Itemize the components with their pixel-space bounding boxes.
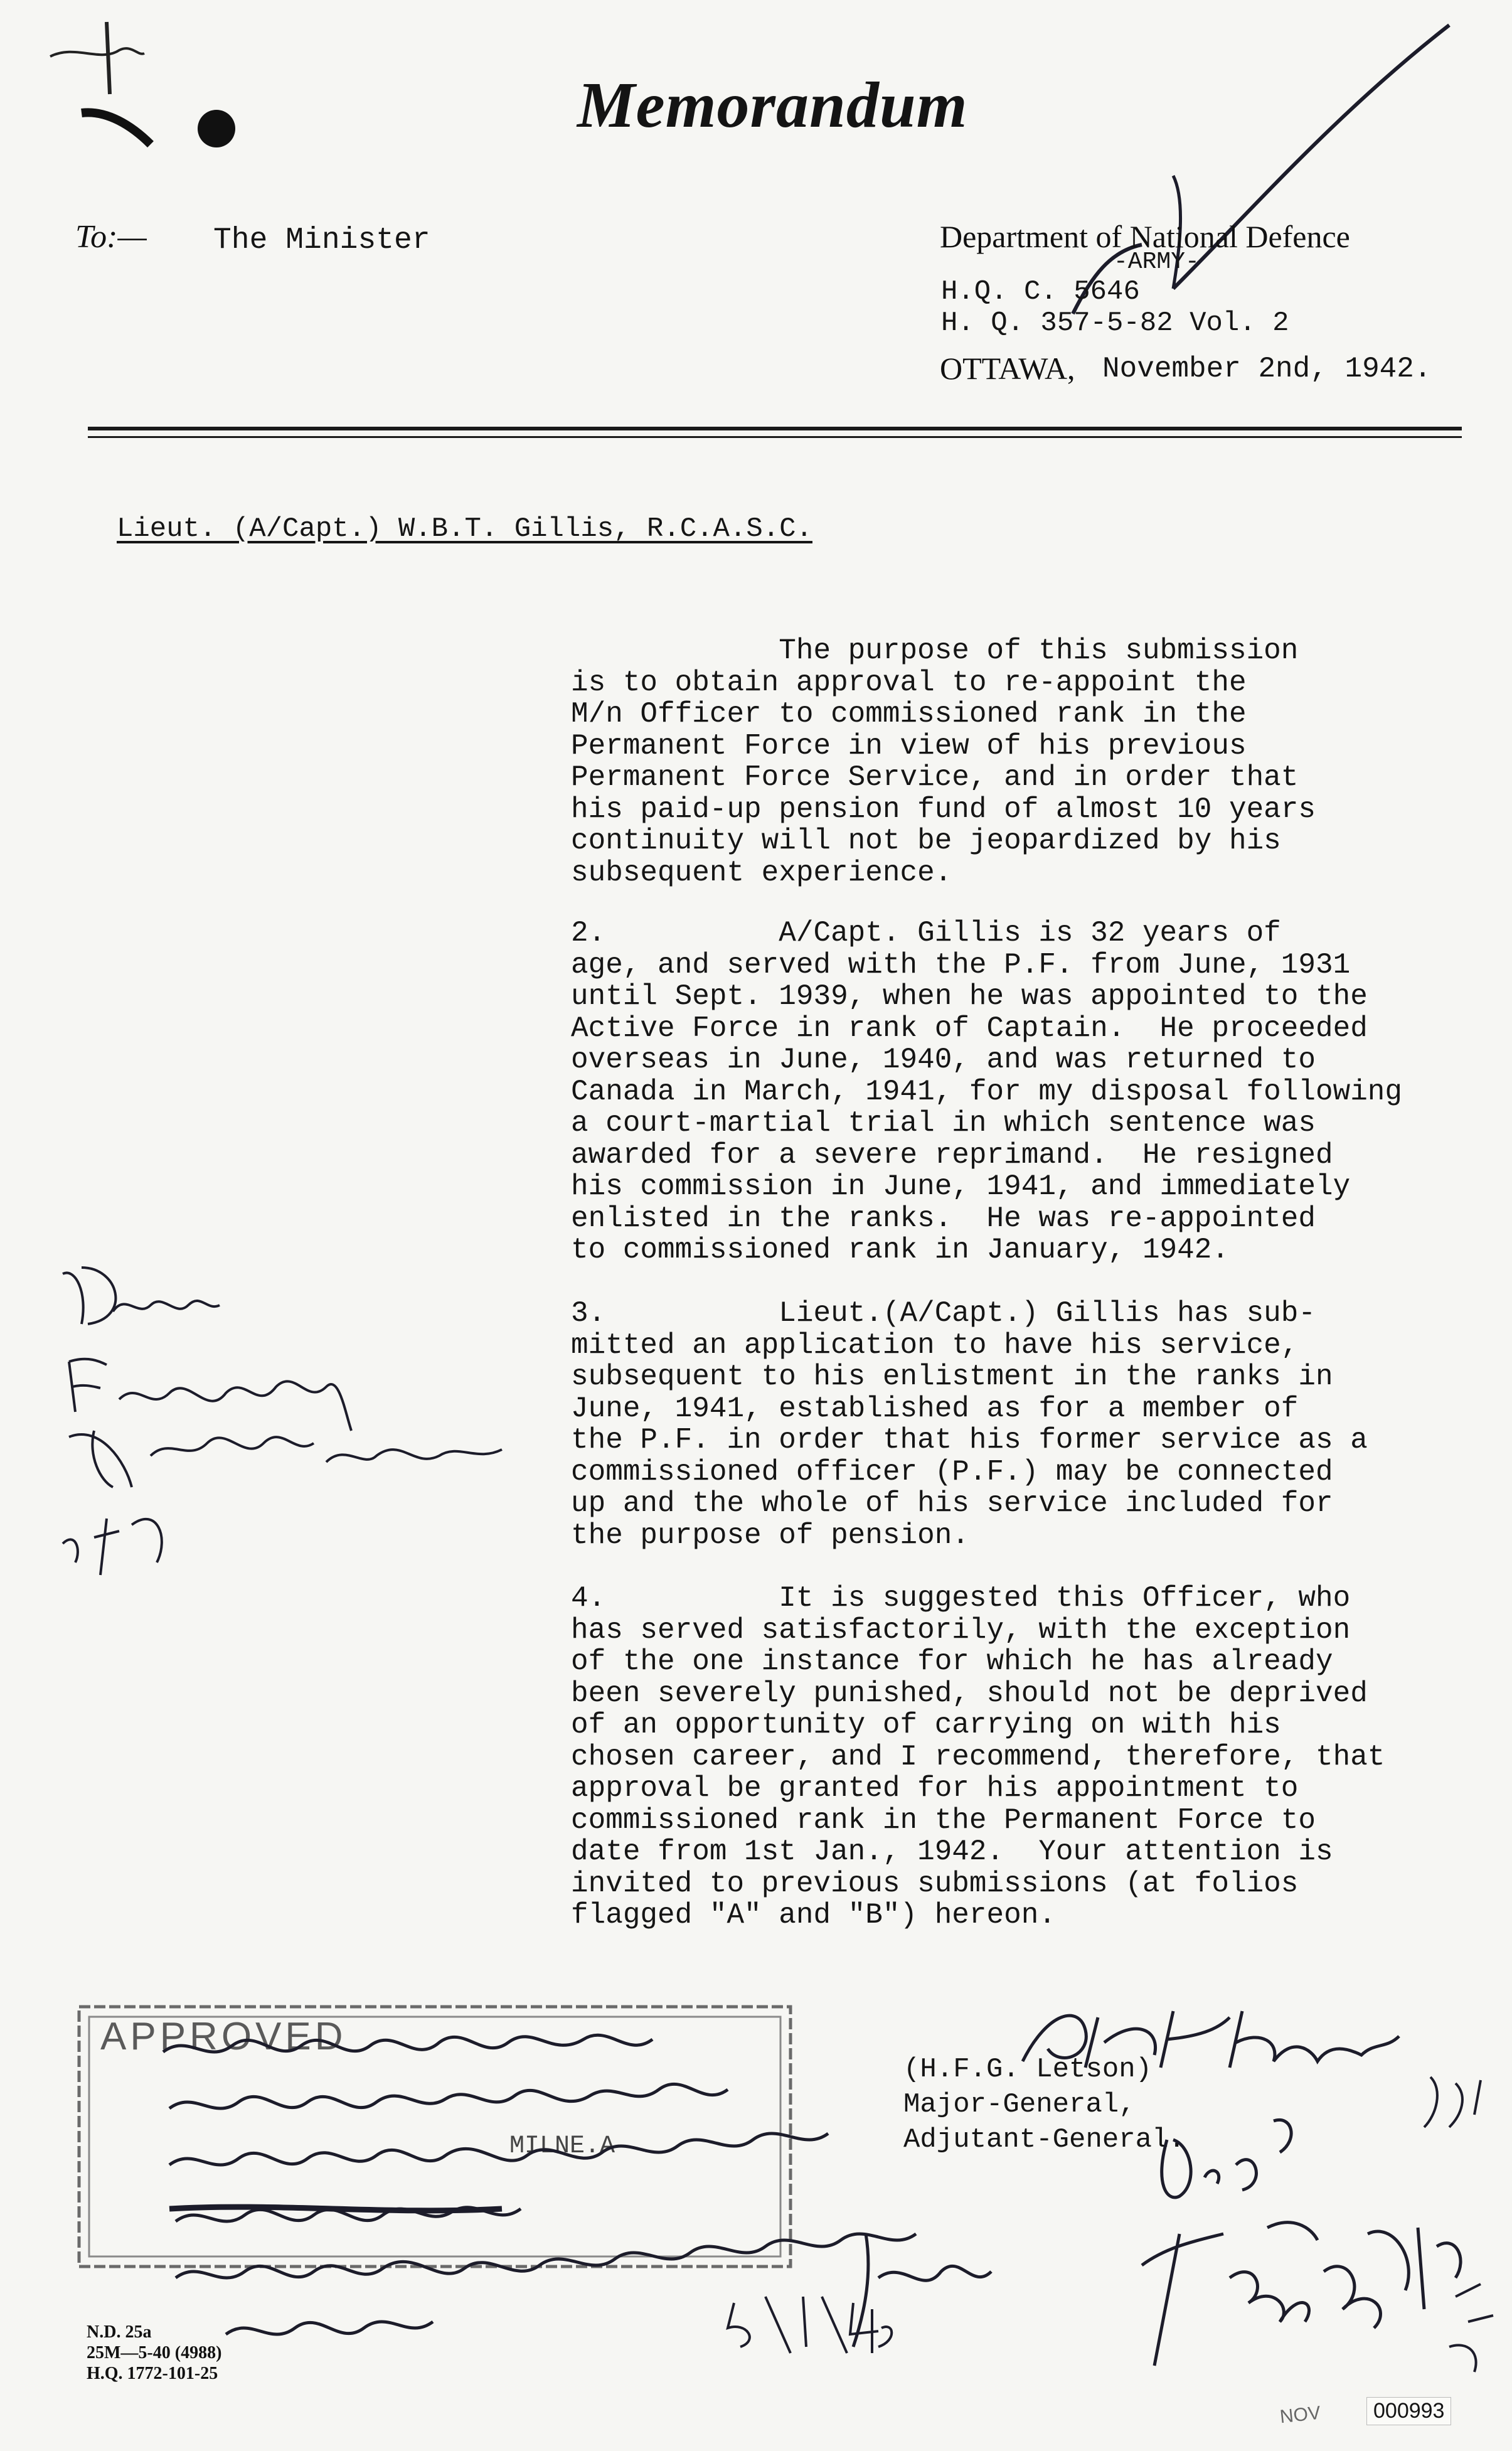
paragraph-3: 3. Lieut.(A/Capt.) Gillis has sub- mitted an application to have his service, subsequent to his enlistment in the ranks in June, 1941, established as for a member of the P.F. in order that his former service as a commissioned officer (P.F.) may be connected up and the whole of his service included for the purpose of pension. [571, 1297, 1368, 1552]
form-number: N.D. 25a 25M—5-40 (4988) H.Q. 1772-101-25 [87, 2322, 222, 2383]
paragraph-4: 4. It is suggested this Officer, who has served satisfactorily, with the exception of the one instance for which he has already been severely punished, should not be deprived of an opportunity of carrying on with his chosen career, and I recommend, therefore, that approval be granted for his appointment to commissioned rank in the Permanent Force to date from 1st Jan., 1942. Your attention is invited to previous submissions (at folios flagged "A" and "B") hereon. [571, 1582, 1385, 1931]
approved-stamp-name: MILNE.A [509, 2132, 615, 2160]
signatory-name: (H.F.G. Letson) [903, 2054, 1153, 2085]
corner-ink-marks [38, 19, 251, 163]
city: OTTAWA, [940, 351, 1075, 386]
to-recipient: The Minister [213, 223, 430, 257]
signatory-rank: Major-General, [903, 2089, 1136, 2120]
memo-title: Memorandum [577, 69, 968, 141]
handwritten-initials-right [1129, 2071, 1512, 2451]
marginal-handwritten-note [50, 1255, 552, 1581]
signatory-title: Adjutant-General. [903, 2124, 1185, 2155]
to-label: To:— [75, 219, 147, 255]
folio-number: 000993 [1366, 2397, 1451, 2425]
paragraph-1: The purpose of this submission is to obtain approval to re-appoint the M/n Officer to commissioned rank in the Permanent Force in view of his previous Permanent Force Service, and in order that his paid-up pension fund of almost 10 years continuity will not be jeopardized by his subsequent experience. [571, 634, 1316, 889]
received-stamp: NOV [1279, 2402, 1322, 2428]
army-label: -ARMY- [1114, 248, 1200, 275]
department-name: Department of National Defence [940, 219, 1350, 254]
memo-date: November 2nd, 1942. [1102, 353, 1432, 385]
paragraph-2: 2. A/Capt. Gillis is 32 years of age, and served with the P.F. from June, 1931 until Sept. 1939, when he was appointed to the Active Force in rank of Captain. He proceeded overseas in June, 1940, and was returned to Canada in March, 1941, for my disposal following a court-martial trial in which sentence was awarded for a severe reprimand. He resigned his commission in June, 1941, and immediately enlisted in the ranks. He was re-appointed to commissioned rank in January, 1942. [571, 917, 1403, 1266]
file-reference-1: H.Q. C. 5646 [941, 276, 1140, 307]
header-divider-thick [88, 427, 1462, 430]
handwritten-date-bottom [721, 2284, 897, 2359]
subject-line: Lieut. (A/Capt.) W.B.T. Gillis, R.C.A.S.C. [117, 513, 812, 545]
approved-stamp-word: APPROVED [100, 2015, 347, 2058]
header-divider-thin [88, 436, 1462, 438]
file-reference-2: H. Q. 357-5-82 Vol. 2 [941, 307, 1289, 339]
